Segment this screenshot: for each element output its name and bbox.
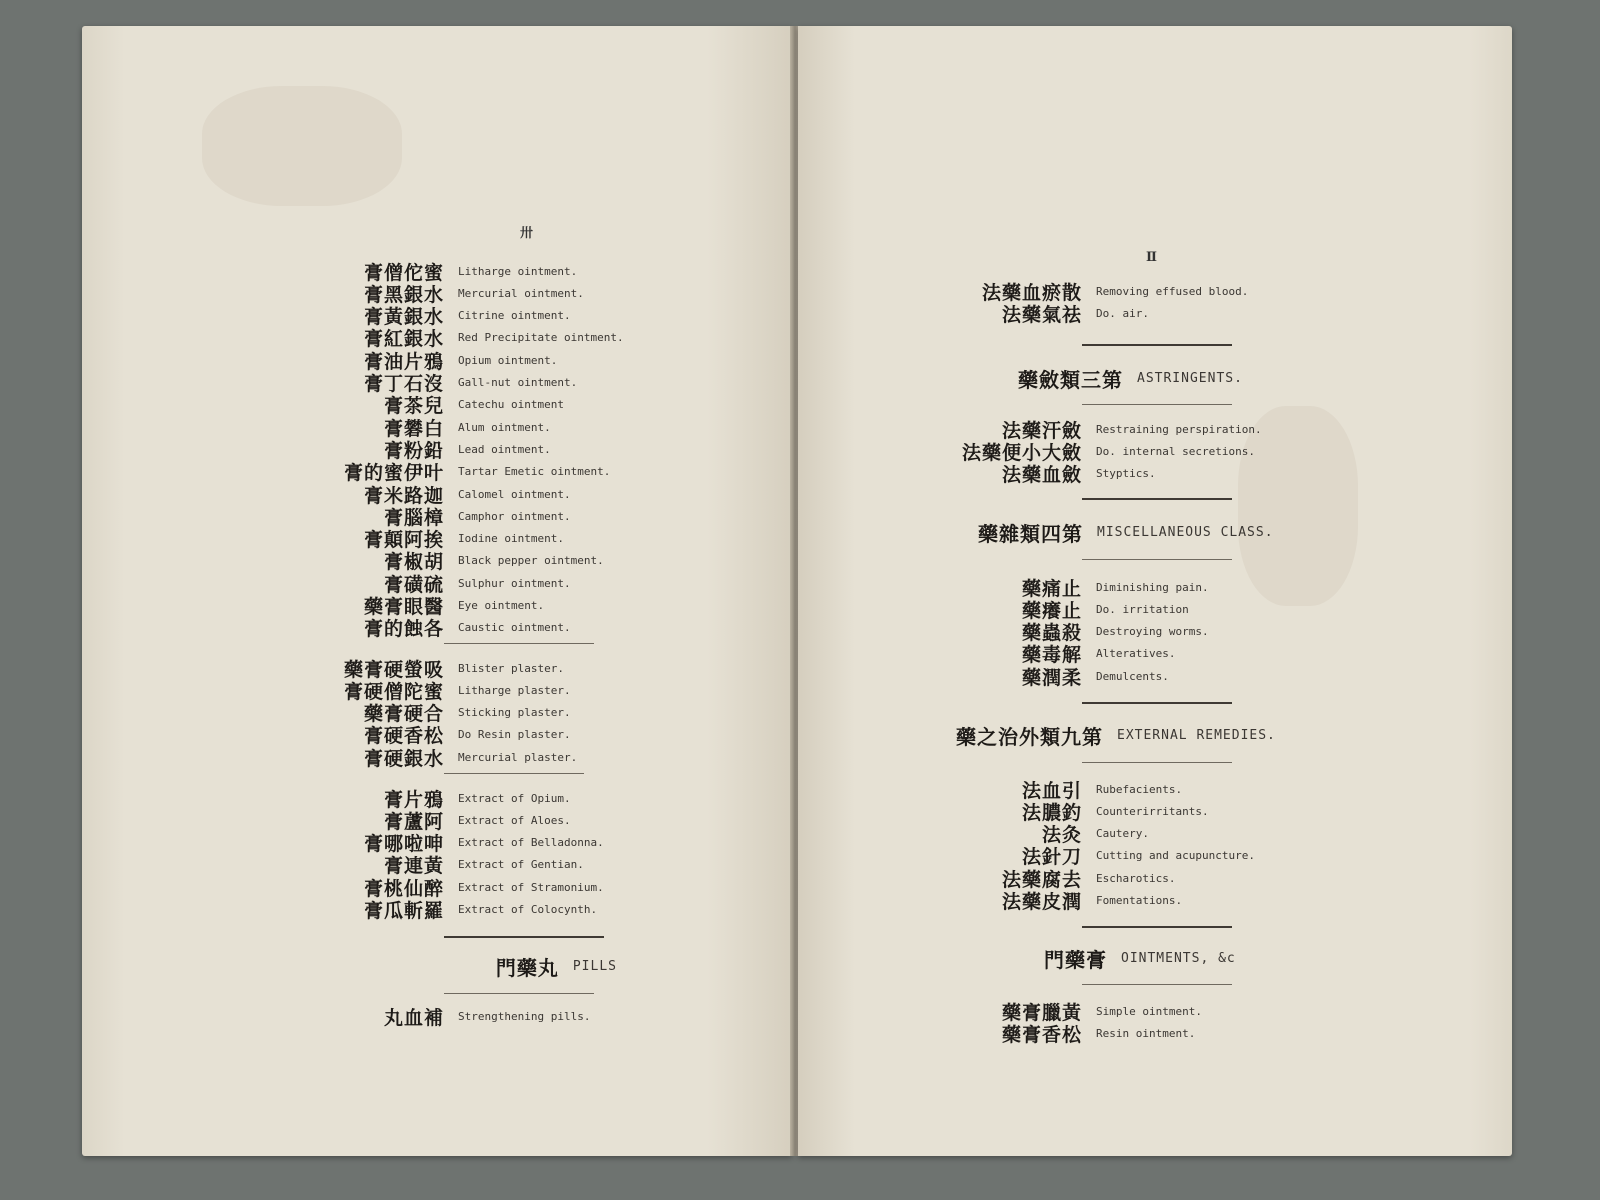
divider xyxy=(1082,762,1232,763)
list-item xyxy=(274,327,624,349)
english-term: Do. air. xyxy=(1096,306,1149,320)
chinese-term: 藥毒解 xyxy=(1021,644,1082,667)
english-term: Catechu ointment xyxy=(458,398,564,412)
list-item xyxy=(274,394,564,416)
english-term: Sulphur ointment. xyxy=(458,576,571,590)
list-item xyxy=(274,595,544,617)
english-term: Strengthening pills. xyxy=(458,1009,591,1023)
open-book xyxy=(82,26,1512,1156)
list-item xyxy=(274,483,571,505)
english-term: Styptics. xyxy=(1096,467,1156,481)
list-item xyxy=(274,657,564,679)
english-term: Gall-nut ointment. xyxy=(458,376,578,389)
english-term: Restraining perspiration. xyxy=(1096,422,1262,436)
english-term: Diminishing pain. xyxy=(1096,580,1209,594)
chinese-term: 法藥氣祛 xyxy=(1001,303,1082,326)
chinese-term: 藥潤柔 xyxy=(1021,666,1082,689)
english-term: Extract of Gentian. xyxy=(458,858,584,872)
english-term: Removing effused blood. xyxy=(1096,284,1249,298)
list-item xyxy=(932,302,1149,324)
chinese-term: 膏哪啦呻 xyxy=(363,833,444,856)
right-page xyxy=(798,26,1512,1156)
chinese-term: 膏腦樟 xyxy=(383,506,444,529)
divider xyxy=(444,643,594,644)
english-term: Alum ointment. xyxy=(458,420,551,434)
chinese-term: 膏蘆阿 xyxy=(383,810,444,833)
list-item xyxy=(912,463,1156,485)
english-term: Extract of Aloes. xyxy=(458,813,571,827)
list-item xyxy=(274,876,604,898)
external-heading xyxy=(956,721,1276,750)
page-number: 卅 xyxy=(520,226,534,241)
english-term: Extract of Opium. xyxy=(458,791,571,805)
chinese-term: 法血引 xyxy=(1021,779,1082,802)
list-item xyxy=(274,832,604,854)
english-term: Iodine ointment. xyxy=(458,532,564,546)
english-term: Resin ointment. xyxy=(1096,1026,1196,1040)
chinese-term: 膏桃仙醉 xyxy=(363,877,444,900)
astringents-heading-zh: 藥斂類三第 xyxy=(1018,368,1123,392)
divider xyxy=(1082,344,1232,346)
paper-stain xyxy=(202,86,402,206)
list-item xyxy=(274,550,604,572)
list-item xyxy=(274,724,571,746)
list-item xyxy=(274,505,571,527)
misc-heading xyxy=(978,518,1274,547)
chinese-term: 法針刀 xyxy=(1021,846,1082,869)
chinese-term: 膏茶兒 xyxy=(383,395,444,418)
english-term: Alteratives. xyxy=(1096,647,1176,661)
chinese-term: 法藥便小大斂 xyxy=(961,441,1082,464)
misc-heading-zh: 藥雜類四第 xyxy=(978,522,1083,546)
list-item xyxy=(932,845,1255,867)
english-term: Sticking plaster. xyxy=(458,706,571,720)
chinese-term: 藥癢止 xyxy=(1021,599,1082,622)
astringents-heading xyxy=(1018,364,1243,393)
list-item xyxy=(274,572,571,594)
chinese-term: 藥膏香松 xyxy=(1001,1023,1082,1046)
chinese-term: 藥膏眼醫 xyxy=(363,596,444,618)
list-item xyxy=(274,746,577,768)
chinese-term: 膏瓜斬羅 xyxy=(363,900,444,922)
ointments-heading-zh: 門藥膏 xyxy=(1044,948,1107,972)
chinese-term: 藥膏硬螢吸 xyxy=(343,658,444,681)
list-item xyxy=(932,823,1149,845)
list-item xyxy=(932,1022,1195,1044)
list-item xyxy=(932,1000,1202,1022)
pills-heading-zh: 門藥丸 xyxy=(495,956,559,980)
divider xyxy=(1082,984,1232,985)
divider xyxy=(1082,559,1232,560)
chinese-term: 膏僧佗蜜 xyxy=(363,261,444,284)
chinese-term: 法藥血瘀散 xyxy=(981,281,1082,304)
list-item xyxy=(932,643,1175,665)
english-term: Tartar Emetic ointment. xyxy=(458,465,611,479)
english-term: Mercurial ointment. xyxy=(458,286,584,300)
english-term: Litharge plaster. xyxy=(458,683,571,697)
chinese-term: 法藥血斂 xyxy=(1001,464,1082,487)
english-term: Simple ointment. xyxy=(1096,1004,1202,1018)
english-term: Opium ointment. xyxy=(458,353,558,367)
chinese-term: 藥痛止 xyxy=(1021,577,1082,600)
english-term: Fomentations. xyxy=(1096,894,1183,907)
english-term: Mercurial plaster. xyxy=(458,750,578,764)
english-term: Destroying worms. xyxy=(1096,625,1209,639)
list-item xyxy=(274,809,571,831)
list-item xyxy=(274,1005,590,1027)
list-item xyxy=(274,702,571,724)
divider xyxy=(1082,926,1232,928)
chinese-term: 膏黑銀水 xyxy=(363,283,444,306)
pills-heading xyxy=(496,952,617,981)
list-item xyxy=(932,621,1209,643)
chinese-term: 膏椒胡 xyxy=(383,551,444,574)
english-term: Eye ointment. xyxy=(458,599,545,612)
chinese-term: 膏黃銀水 xyxy=(363,306,444,329)
english-term: Blister plaster. xyxy=(458,661,564,675)
list-item xyxy=(274,854,584,876)
list-item xyxy=(932,890,1182,912)
list-item xyxy=(274,260,577,282)
chinese-term: 膏顛阿挨 xyxy=(363,529,444,552)
list-item xyxy=(274,349,557,371)
chinese-term: 丸血補 xyxy=(383,1006,444,1029)
page-number: Ⅱ xyxy=(1146,250,1157,265)
external-heading-en: EXTERNAL REMEDIES. xyxy=(1117,728,1276,743)
divider xyxy=(1082,702,1232,704)
chinese-term: 膏紅銀水 xyxy=(363,328,444,351)
list-item xyxy=(912,440,1255,462)
divider xyxy=(444,993,594,994)
english-term: Demulcents. xyxy=(1096,669,1169,683)
list-item xyxy=(274,528,564,550)
divider xyxy=(1082,404,1232,405)
list-item xyxy=(932,576,1209,598)
english-term: Escharotics. xyxy=(1096,871,1176,885)
list-item xyxy=(932,280,1248,302)
list-item xyxy=(274,416,551,438)
chinese-term: 膏片鴉 xyxy=(383,788,444,811)
chinese-term: 藥膏臘黃 xyxy=(1001,1001,1082,1024)
list-item xyxy=(274,438,551,460)
english-term: Extract of Stramonium. xyxy=(458,880,604,894)
english-term: Extract of Colocynth. xyxy=(458,903,598,916)
list-item xyxy=(274,461,610,483)
chinese-term: 膏硬銀水 xyxy=(363,747,444,770)
chinese-term: 法灸 xyxy=(1041,824,1082,847)
list-item xyxy=(274,372,577,394)
english-term: Black pepper ointment. xyxy=(458,554,604,568)
english-term: Counterirritants. xyxy=(1096,804,1209,818)
chinese-term: 膏的蜜伊叶 xyxy=(343,462,444,485)
external-heading-zh: 藥之治外類九第 xyxy=(956,725,1103,749)
english-term: Lead ointment. xyxy=(458,442,551,456)
list-item xyxy=(932,778,1182,800)
list-item xyxy=(912,418,1262,440)
list-item xyxy=(274,282,584,304)
list-item xyxy=(274,899,597,921)
list-item xyxy=(932,867,1175,889)
chinese-term: 法膿釣 xyxy=(1021,801,1082,824)
english-term: Caustic ointment. xyxy=(458,621,571,635)
chinese-term: 藥膏硬合 xyxy=(363,703,444,726)
list-item xyxy=(932,800,1209,822)
chinese-term: 膏的蝕各 xyxy=(363,618,444,641)
chinese-term: 法藥皮潤 xyxy=(1001,891,1082,913)
english-term: Do. irritation xyxy=(1096,602,1189,616)
chinese-term: 膏連黃 xyxy=(383,855,444,878)
ointments-heading-en: OINTMENTS, &c xyxy=(1121,951,1236,966)
english-term: Extract of Belladonna. xyxy=(458,836,604,850)
list-item xyxy=(274,305,571,327)
left-page xyxy=(82,26,792,1156)
chinese-term: 膏磺硫 xyxy=(383,573,444,596)
english-term: Camphor ointment. xyxy=(458,509,571,523)
chinese-term: 法藥腐去 xyxy=(1001,868,1082,891)
english-term: Cutting and acupuncture. xyxy=(1096,849,1255,863)
chinese-term: 膏硬香松 xyxy=(363,725,444,748)
misc-heading-en: MISCELLANEOUS CLASS. xyxy=(1097,525,1274,540)
chinese-term: 膏米路迦 xyxy=(363,484,444,507)
english-term: Cautery. xyxy=(1096,827,1149,841)
chinese-term: 法藥汗斂 xyxy=(1001,419,1082,442)
english-term: Do Resin plaster. xyxy=(458,728,571,742)
chinese-term: 藥蟲殺 xyxy=(1021,622,1082,645)
chinese-term: 膏硬僧陀蜜 xyxy=(343,680,444,703)
list-item xyxy=(932,665,1169,687)
chinese-term: 膏粉鉛 xyxy=(383,439,444,462)
divider xyxy=(1082,498,1232,500)
list-item xyxy=(274,787,571,809)
english-term: Red Precipitate ointment. xyxy=(458,331,624,345)
chinese-term: 膏礬白 xyxy=(383,417,444,440)
english-term: Litharge ointment. xyxy=(458,264,578,278)
divider xyxy=(444,773,584,774)
list-item xyxy=(274,679,571,701)
english-term: Calomel ointment. xyxy=(458,487,571,501)
english-term: Rubefacients. xyxy=(1096,782,1183,796)
chinese-term: 膏丁石沒 xyxy=(363,373,444,395)
english-term: Do. internal secretions. xyxy=(1096,444,1255,458)
list-item xyxy=(274,617,571,639)
english-term: Citrine ointment. xyxy=(458,309,571,323)
pills-heading-en: PILLS xyxy=(572,959,617,974)
list-item xyxy=(932,598,1189,620)
chinese-term: 膏油片鴉 xyxy=(363,350,444,373)
divider xyxy=(444,936,604,938)
astringents-heading-en: ASTRINGENTS. xyxy=(1137,371,1243,386)
ointments-heading xyxy=(1044,944,1236,973)
